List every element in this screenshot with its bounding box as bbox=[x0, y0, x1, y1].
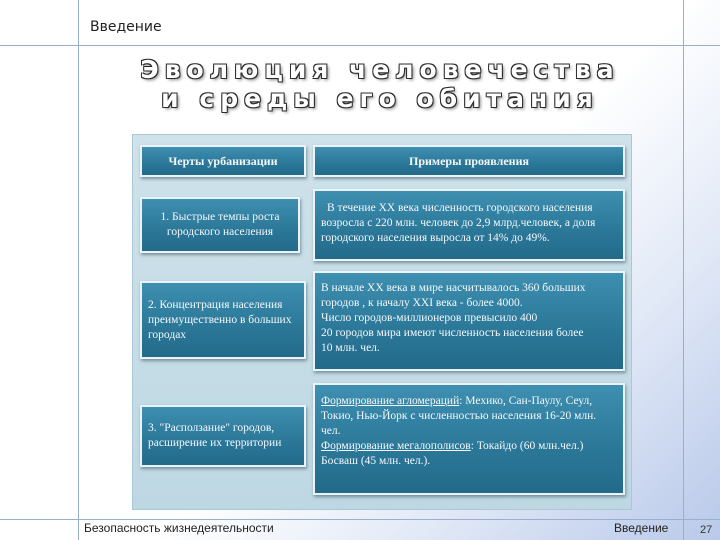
table-row-1-feature bbox=[140, 197, 300, 253]
row-2-example-line: Число городов-миллионеров превысило 400 bbox=[321, 312, 538, 324]
frame-line-bottom bbox=[0, 519, 720, 520]
slide-title-line-1: Эволюция человечества bbox=[140, 55, 620, 84]
row-1-feature-text: 1. Быстрые темпы роста городского населения bbox=[160, 211, 280, 238]
table-row-3-feature bbox=[140, 405, 306, 467]
table-row-1-example bbox=[313, 189, 625, 261]
footer-section-name: Введение bbox=[614, 521, 669, 535]
frame-line-left bbox=[78, 0, 79, 540]
table-row-3-example bbox=[313, 383, 625, 495]
footer-course-title: Безопасность жизнедеятельности bbox=[84, 521, 274, 535]
table-header-examples: Примеры проявления bbox=[313, 145, 625, 177]
table-row-2-feature bbox=[140, 281, 306, 359]
slide-title-line-2: и среды его обитания bbox=[161, 84, 599, 113]
row-2-example-line: В начале XX века в мире насчитывалось 360 больших bbox=[321, 282, 586, 294]
row-3-term-megalopolises: Формирование мегалополисов bbox=[321, 440, 471, 452]
row-2-example-line: 20 городов мира имеют численность населения более bbox=[321, 327, 584, 339]
row-3-feature-text: 3. "Расползание" городов, расширение их территории bbox=[148, 422, 282, 449]
row-3-text-agglomerations: : Мехико, Сан-Паулу, Сеул, Токио, Нью-Йорк с численностью населения 16-20 млн. чел. bbox=[321, 395, 597, 437]
row-2-example-line: городов , к началу XXI века - более 4000. bbox=[321, 297, 523, 309]
row-3-term-agglomerations: Формирование агломераций bbox=[321, 395, 460, 407]
row-1-example-line: возросла с 220 млн. человек до 2,9 млрд.человек, а доля bbox=[321, 217, 596, 229]
row-3-text-megalopolises: : Токайдо (60 млн.чел.) Босваш (45 млн. чел.). bbox=[321, 440, 584, 467]
table-header-features: Черты урбанизации bbox=[140, 145, 306, 177]
row-2-example-line: 10 млн. чел. bbox=[321, 342, 380, 354]
urbanization-table bbox=[132, 134, 632, 510]
row-2-feature-text: 2. Концентрация населения преимущественно в больших городах bbox=[148, 298, 292, 341]
page-number: 27 bbox=[700, 524, 713, 536]
table-row-2-example bbox=[313, 271, 625, 371]
slide-title bbox=[120, 55, 640, 113]
row-1-example-line: городского населения выросла от 14% до 49%. bbox=[321, 232, 550, 244]
frame-line-top bbox=[0, 45, 720, 46]
row-1-example-line: В течение XX века численность городского населения bbox=[327, 202, 593, 214]
frame-line-right bbox=[683, 0, 684, 540]
section-label: Введение bbox=[90, 19, 162, 35]
